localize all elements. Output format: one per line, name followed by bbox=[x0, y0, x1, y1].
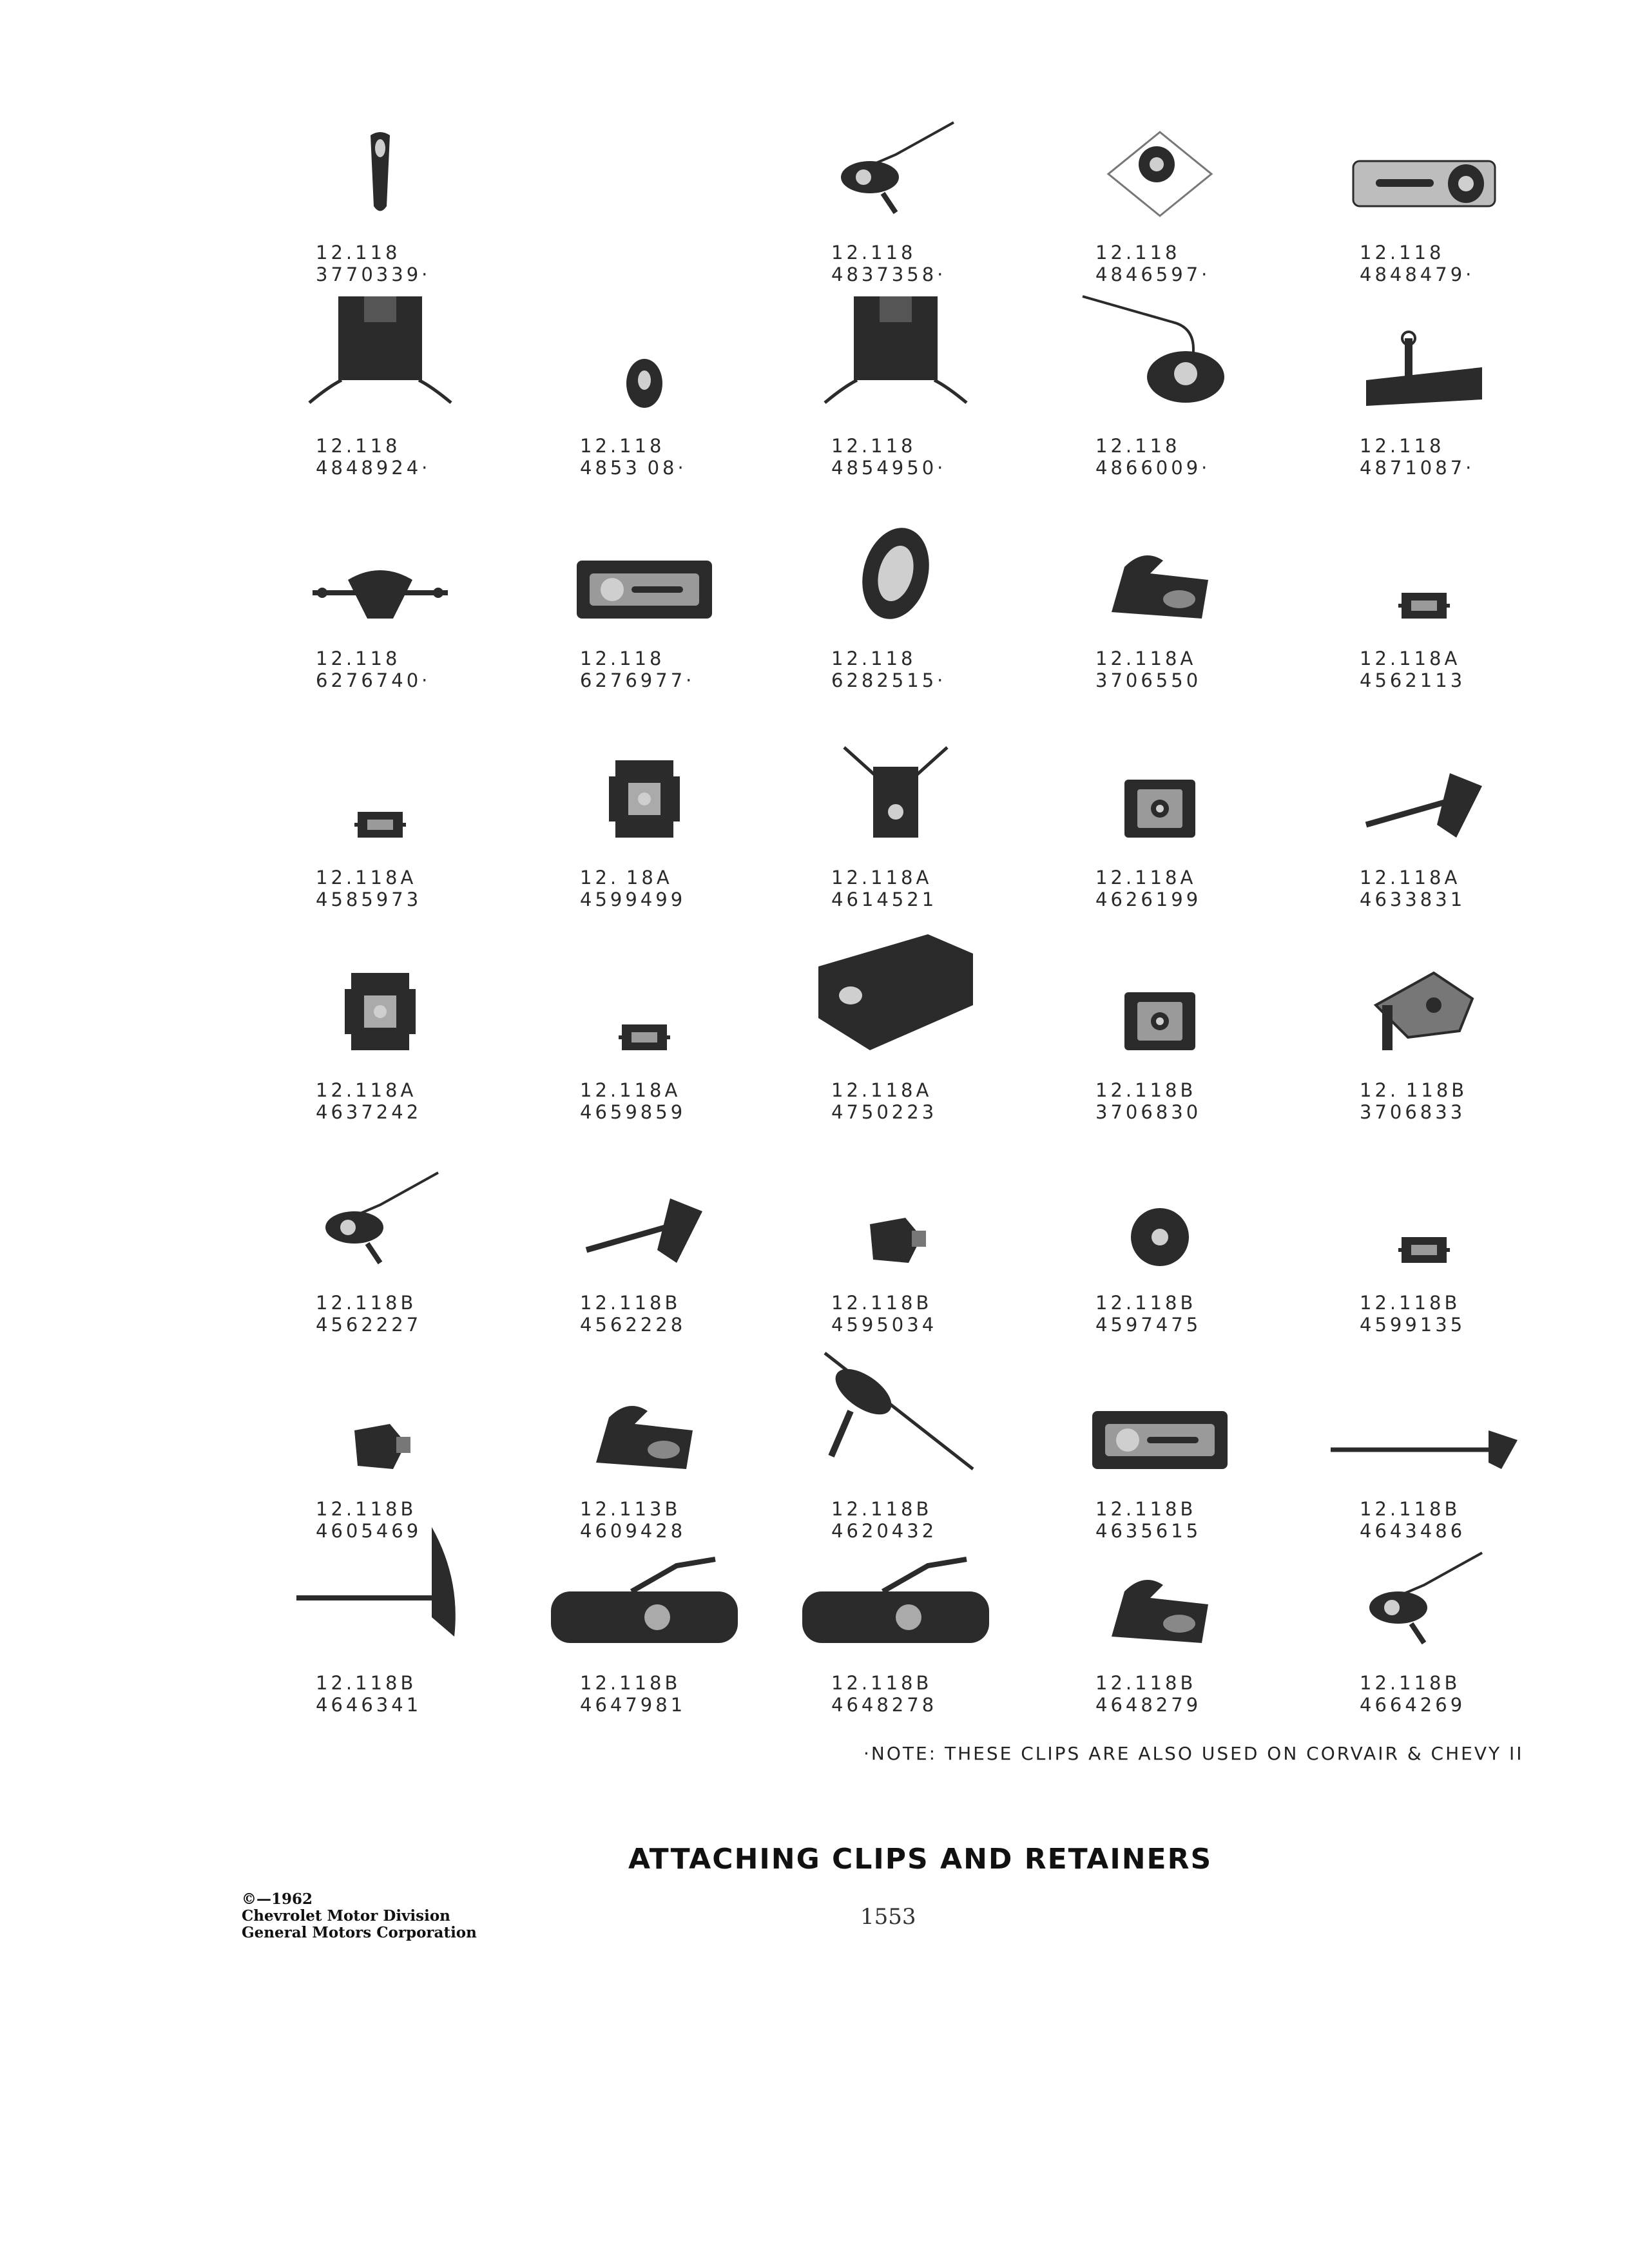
part-number: 4866009· bbox=[1095, 457, 1211, 479]
part-label bbox=[831, 1292, 937, 1336]
part-number: 4620432 bbox=[831, 1520, 938, 1542]
part-group-code: 12.118A bbox=[580, 1079, 681, 1101]
part-number: 4848479· bbox=[1360, 264, 1475, 285]
part-number: 6282515· bbox=[831, 669, 947, 691]
part-group-code: 12.118 bbox=[1360, 435, 1445, 457]
part-number: 4848924· bbox=[316, 457, 431, 479]
part-number: 4562113 bbox=[1360, 669, 1466, 691]
part-label bbox=[316, 648, 430, 691]
footnote: ·NOTE: THESE CLIPS ARE ALSO USED ON CORVAIR & CHEVY II bbox=[863, 1743, 1524, 1764]
part-number: 4648278 bbox=[831, 1694, 938, 1716]
part-number: 4646341 bbox=[316, 1694, 422, 1716]
part-number: 4637242 bbox=[316, 1101, 422, 1123]
part-group-code: 12.118A bbox=[316, 1079, 417, 1101]
part-group-code: 12.118A bbox=[831, 867, 932, 889]
part-number: 6276977· bbox=[580, 669, 695, 691]
part-group-code: 12.118B bbox=[1360, 1498, 1461, 1520]
part-number: 4585973 bbox=[316, 889, 422, 910]
part-label bbox=[316, 1079, 421, 1123]
part-group-code: 12.118B bbox=[831, 1498, 932, 1520]
part-number: 4854950· bbox=[831, 457, 947, 479]
part-label bbox=[580, 867, 686, 910]
part-label bbox=[316, 1292, 421, 1336]
part-group-code: 12.118B bbox=[1360, 1672, 1461, 1694]
part-label bbox=[316, 435, 430, 479]
part-label bbox=[831, 867, 937, 910]
part-label bbox=[1095, 867, 1201, 910]
part-number: 4647981 bbox=[580, 1694, 686, 1716]
part-number: 4648279 bbox=[1095, 1694, 1202, 1716]
part-group-code: 12.118B bbox=[316, 1292, 417, 1314]
part-group-code: 12.113B bbox=[580, 1498, 681, 1520]
part-group-code: 12. 18A bbox=[580, 867, 673, 889]
part-label bbox=[1360, 242, 1474, 285]
part-group-code: 12.118B bbox=[831, 1292, 932, 1314]
part-number: 4846597· bbox=[1095, 264, 1211, 285]
part-group-code: 12.118A bbox=[1360, 867, 1461, 889]
part-label bbox=[1095, 648, 1201, 691]
part-label bbox=[580, 435, 687, 479]
part-number: 4750223 bbox=[831, 1101, 938, 1123]
part-number: 3706550 bbox=[1095, 669, 1202, 691]
part-label bbox=[1360, 1498, 1465, 1542]
part-label bbox=[1095, 1498, 1201, 1542]
part-label bbox=[1095, 435, 1210, 479]
part-group-code: 12.118 bbox=[580, 648, 665, 669]
part-group-code: 12.118 bbox=[580, 435, 665, 457]
part-label bbox=[316, 1672, 421, 1716]
part-group-code: 12.118B bbox=[316, 1498, 417, 1520]
part-label bbox=[1360, 648, 1465, 691]
part-label bbox=[580, 1079, 686, 1123]
part-label bbox=[1360, 435, 1474, 479]
part-group-code: 12.118 bbox=[316, 242, 401, 264]
part-label bbox=[1095, 242, 1210, 285]
part-label bbox=[580, 1292, 686, 1336]
part-group-code: 12.118B bbox=[580, 1292, 681, 1314]
part-group-code: 12.118 bbox=[831, 242, 916, 264]
part-label bbox=[1360, 1079, 1467, 1123]
part-label bbox=[316, 867, 421, 910]
part-number: 4664269 bbox=[1360, 1694, 1466, 1716]
part-number: 4659859 bbox=[580, 1101, 686, 1123]
part-group-code: 12.118B bbox=[1360, 1292, 1461, 1314]
part-number: 3706830 bbox=[1095, 1101, 1202, 1123]
copyright-block bbox=[242, 1891, 477, 1941]
part-label bbox=[831, 1672, 937, 1716]
copyright-division: Chevrolet Motor Division bbox=[242, 1907, 450, 1925]
part-number: 3770339· bbox=[316, 264, 431, 285]
part-number: 3706833 bbox=[1360, 1101, 1466, 1123]
part-label bbox=[580, 648, 695, 691]
part-label bbox=[831, 648, 946, 691]
part-group-code: 12.118B bbox=[1095, 1672, 1197, 1694]
part-label bbox=[580, 1498, 686, 1542]
part-group-code: 12.118 bbox=[1095, 242, 1181, 264]
part-label bbox=[1360, 867, 1465, 910]
part-group-code: 12.118A bbox=[316, 867, 417, 889]
part-number: 4633831 bbox=[1360, 889, 1466, 910]
part-group-code: 12.118B bbox=[1095, 1292, 1197, 1314]
part-label bbox=[580, 1672, 686, 1716]
copyright-year: ©—1962 bbox=[242, 1890, 313, 1908]
copyright-corporation: General Motors Corporation bbox=[242, 1924, 477, 1941]
page-title: ATTACHING CLIPS AND RETAINERS bbox=[628, 1843, 1213, 1876]
part-group-code: 12.118 bbox=[831, 435, 916, 457]
part-label bbox=[1095, 1672, 1201, 1716]
part-number: 4595034 bbox=[831, 1314, 938, 1336]
part-group-code: 12.118A bbox=[1360, 648, 1461, 669]
part-group-code: 12.118 bbox=[1360, 242, 1445, 264]
part-group-code: 12.118 bbox=[831, 648, 916, 669]
part-number: 4626199 bbox=[1095, 889, 1202, 910]
part-label bbox=[831, 1498, 937, 1542]
part-number: 4643486 bbox=[1360, 1520, 1466, 1542]
part-number: 4635615 bbox=[1095, 1520, 1202, 1542]
part-label bbox=[831, 1079, 937, 1123]
part-number: 4605469 bbox=[316, 1520, 422, 1542]
part-label bbox=[831, 242, 946, 285]
part-group-code: 12.118 bbox=[316, 435, 401, 457]
part-number: 4562228 bbox=[580, 1314, 686, 1336]
part-label bbox=[1095, 1079, 1201, 1123]
part-number: 4597475 bbox=[1095, 1314, 1202, 1336]
page-number: 1553 bbox=[860, 1904, 916, 1930]
part-group-code: 12.118B bbox=[831, 1672, 932, 1694]
part-group-code: 12.118A bbox=[831, 1079, 932, 1101]
part-number: 6276740· bbox=[316, 669, 431, 691]
part-group-code: 12.118B bbox=[1095, 1498, 1197, 1520]
part-number: 4599135 bbox=[1360, 1314, 1466, 1336]
part-number: 4853 08· bbox=[580, 457, 687, 479]
part-label bbox=[831, 435, 946, 479]
part-group-code: 12.118B bbox=[580, 1672, 681, 1694]
part-label bbox=[1095, 1292, 1201, 1336]
part-group-code: 12.118 bbox=[316, 648, 401, 669]
part-label bbox=[1360, 1672, 1465, 1716]
part-number: 4837358· bbox=[831, 264, 947, 285]
part-group-code: 12.118 bbox=[1095, 435, 1181, 457]
part-label bbox=[316, 242, 430, 285]
part-number: 4871087· bbox=[1360, 457, 1475, 479]
part-label bbox=[1360, 1292, 1465, 1336]
part-number: 4562227 bbox=[316, 1314, 422, 1336]
part-group-code: 12.118A bbox=[1095, 867, 1197, 889]
part-number: 4614521 bbox=[831, 889, 938, 910]
part-number: 4599499 bbox=[580, 889, 686, 910]
part-group-code: 12. 118B bbox=[1360, 1079, 1468, 1101]
part-number: 4609428 bbox=[580, 1520, 686, 1542]
part-group-code: 12.118B bbox=[316, 1672, 417, 1694]
part-group-code: 12.118A bbox=[1095, 648, 1197, 669]
part-group-code: 12.118B bbox=[1095, 1079, 1197, 1101]
